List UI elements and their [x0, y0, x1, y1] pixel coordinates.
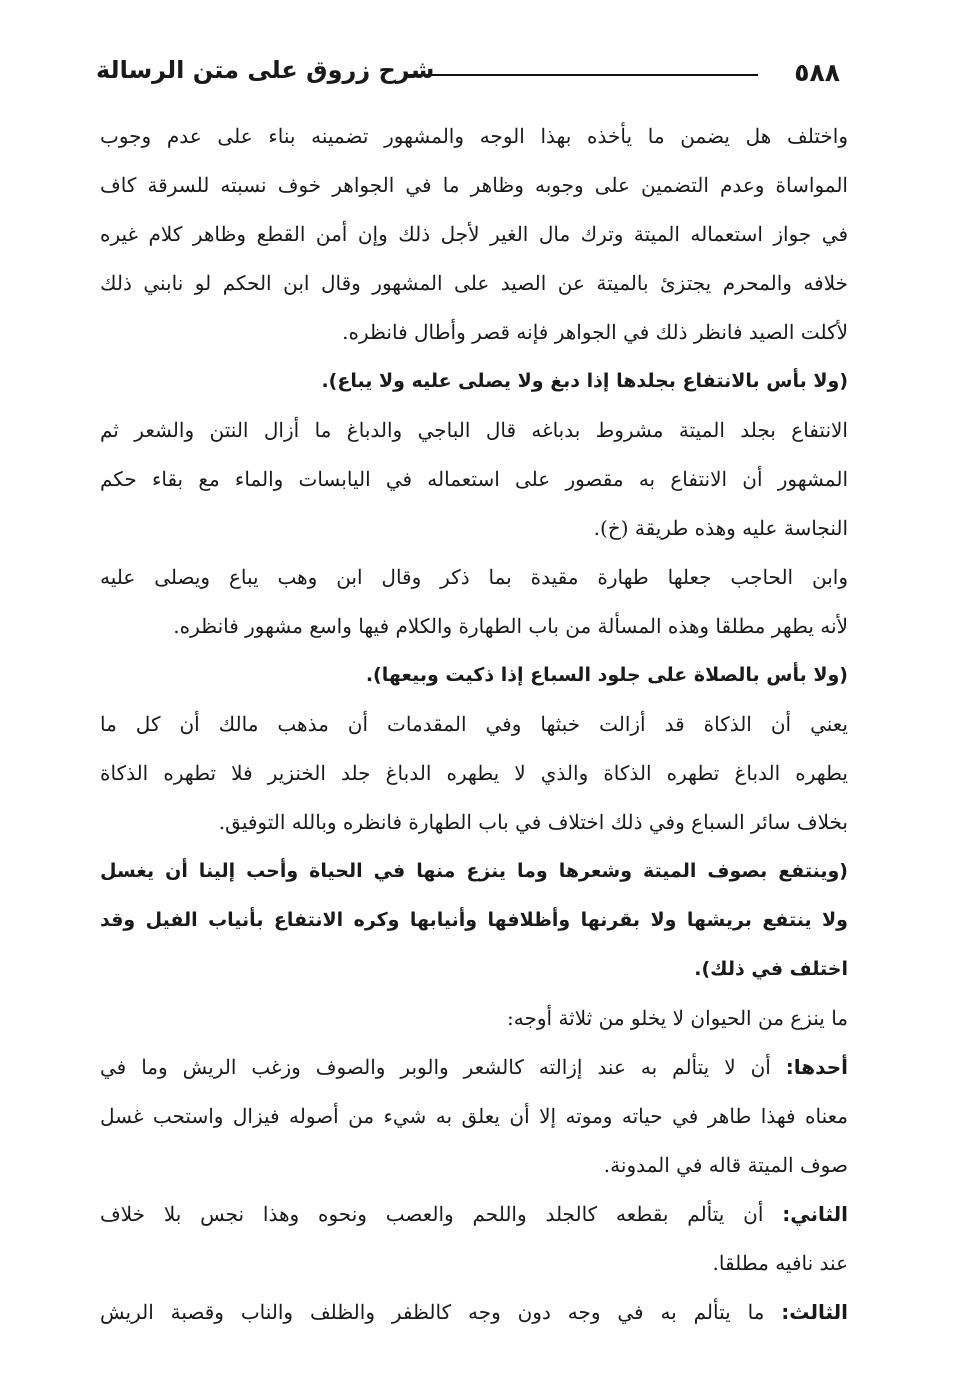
text-line	[100, 1141, 848, 1190]
line-text: المشهور أن الانتفاع به مقصور على استعماله في اليابسات والماء مع بقاء حكم	[100, 467, 848, 491]
line-text: (ولا بأس بالانتفاع بجلدها إذا دبغ ولا يصلى عليه ولا يباع).	[321, 370, 848, 392]
line-text: صوف الميتة قاله في المدونة.	[603, 1153, 848, 1177]
line-text: يطهره الدباغ تطهره الذكاة والذي لا يطهره الدباغ جلد الخنزير فلا تطهره الذكاة	[100, 761, 848, 785]
text-line	[100, 700, 848, 749]
text-line	[100, 1190, 848, 1239]
text-line	[100, 1043, 848, 1092]
line-text: واختلف هل يضمن ما يأخذه بهذا الوجه والمشهور تضمينه بناء على عدم وجوب	[100, 124, 848, 148]
header-rule	[406, 74, 758, 76]
running-header	[96, 52, 848, 96]
text-line	[100, 112, 848, 161]
line-text: معناه فهذا طاهر في حياته وموته إلا أن يعلق به شيء من أصوله فيزال واستحب غسل	[100, 1104, 848, 1128]
line-text: (ولا بأس بالصلاة على جلود السباع إذا ذكيت وبيعها).	[365, 664, 848, 686]
text-line	[100, 798, 848, 847]
line-text: ما ينزع من الحيوان لا يخلو من ثلاثة أوجه:	[507, 1006, 848, 1030]
line-text: عند نافيه مطلقا.	[712, 1251, 848, 1275]
line-text: لأنه يطهر مطلقا وهذه المسألة من باب الطهارة والكلام فيها واسع مشهور فانظره.	[173, 614, 848, 638]
page-number: ٥٨٨	[794, 58, 840, 87]
text-line	[100, 1092, 848, 1141]
text-line	[100, 553, 848, 602]
matn-line	[100, 945, 848, 994]
text-line	[100, 1239, 848, 1288]
text-line	[100, 602, 848, 651]
line-text: وابن الحاجب جعلها طهارة مقيدة بما ذكر وقال ابن وهب يباع ويصلى عليه	[100, 565, 848, 589]
line-text: اختلف في ذلك).	[694, 958, 848, 980]
matn-line	[100, 896, 848, 945]
line-text: خلافه والمحرم يجتزئ بالميتة عن الصيد على المشهور وقال ابن الحكم لو نابني ذلك	[100, 271, 848, 295]
text-line	[100, 406, 848, 455]
text-line	[100, 210, 848, 259]
section-term: أحدها:	[785, 1055, 848, 1079]
line-text: يعني أن الذكاة قد أزالت خبثها وفي المقدمات أن مذهب مالك أن كل ما	[100, 712, 848, 736]
text-line	[100, 308, 848, 357]
line-text: المواساة وعدم التضمين على وجوبه وظاهر ما في الجواهر خوف نسبته للسرقة كاف	[100, 173, 848, 197]
text-line	[100, 455, 848, 504]
line-text: لأكلت الصيد فانظر ذلك في الجواهر فإنه قصر وأطال فانظره.	[342, 320, 848, 344]
line-text: ولا ينتفع بريشها ولا بقرنها وأظلافها وأنيابها وكره الانتفاع بأنياب الفيل وقد	[100, 909, 848, 931]
text-line	[100, 749, 848, 798]
line-text: بخلاف سائر السباع وفي ذلك اختلاف في باب الطهارة فانظره وبالله التوفيق.	[218, 810, 848, 834]
line-text: أن لا يتألم به عند إزالته كالشعر والوبر والصوف وزغب الريش وما في	[100, 1055, 786, 1079]
text-line	[100, 994, 848, 1043]
line-text: الانتفاع بجلد الميتة مشروط بدباغه قال الباجي والدباغ ما أزال النتن والشعر ثم	[100, 418, 848, 442]
text-line	[100, 504, 848, 553]
body-text	[100, 112, 848, 1337]
section-term: الثاني:	[782, 1202, 848, 1226]
line-text: أن يتألم بقطعه كالجلد واللحم والعصب ونحوه وهذا نجس بلا خلاف	[100, 1202, 783, 1226]
line-text: ما يتألم به في وجه دون وجه كالظفر والظلف والناب وقصبة الريش	[100, 1300, 782, 1324]
line-text: (وينتفع بصوف الميتة وشعرها وما ينزع منها في الحياة وأحب إلينا أن يغسل	[100, 860, 848, 882]
matn-line	[100, 847, 848, 896]
matn-line	[100, 357, 848, 406]
section-term: الثالث:	[781, 1300, 848, 1324]
matn-line	[100, 651, 848, 700]
text-line	[100, 259, 848, 308]
book-title: شرح زروق على متن الرسالة	[96, 56, 435, 84]
line-text: في جواز استعماله الميتة وترك مال الغير لأجل ذلك وإن أمن القطع وظاهر كلام غيره	[100, 222, 848, 246]
line-text: النجاسة عليه وهذه طريقة (خ).	[593, 516, 848, 540]
text-line	[100, 161, 848, 210]
text-line	[100, 1288, 848, 1337]
